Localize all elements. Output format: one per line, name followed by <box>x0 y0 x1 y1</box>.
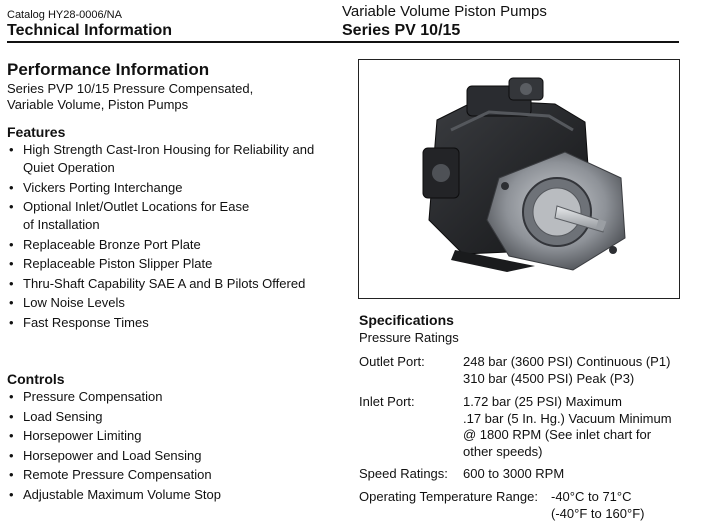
series-title: Series PV 10/15 <box>342 22 461 39</box>
feature-item: • Low Noise Levels <box>7 294 314 312</box>
control-item: • Load Sensing <box>7 408 221 426</box>
outlet-port-label: Outlet Port: <box>359 354 425 369</box>
inlet-port-label: Inlet Port: <box>359 394 415 409</box>
control-item: • Horsepower and Load Sensing <box>7 447 221 465</box>
temperature-range-label: Operating Temperature Range: <box>359 489 538 504</box>
piston-pump-image <box>359 60 679 298</box>
control-item: • Remote Pressure Compensation <box>7 466 221 484</box>
control-item: • Adjustable Maximum Volume Stop <box>7 486 221 504</box>
feature-item: • Replaceable Bronze Port Plate <box>7 236 314 254</box>
pressure-ratings-label: Pressure Ratings <box>359 330 459 345</box>
controls-heading: Controls <box>7 371 65 387</box>
section-title: Technical Information <box>7 22 173 39</box>
features-heading: Features <box>7 124 66 140</box>
catalog-number: Catalog HY28-0006/NA <box>7 9 122 21</box>
inlet-port-value: 1.72 bar (25 PSI) Maximum .17 bar (5 In. Hg.) Vacuum Minimum @ 1800 RPM (See inlet chart for other speeds) <box>463 394 672 459</box>
speed-ratings-label: Speed Ratings: <box>359 466 448 481</box>
feature-item: • Replaceable Piston Slipper Plate <box>7 255 314 273</box>
performance-line-1: Series PVP 10/15 Pressure Compensated, <box>7 81 254 96</box>
product-title: Variable Volume Piston Pumps <box>342 3 547 20</box>
control-item: • Pressure Compensation <box>7 388 221 406</box>
pump-photo <box>358 59 680 299</box>
feature-item: • High Strength Cast-Iron Housing for Reliability and Quiet Operation <box>7 141 314 177</box>
performance-line-2: Variable Volume, Piston Pumps <box>7 97 189 112</box>
feature-item: • Thru-Shaft Capability SAE A and B Pilots Offered <box>7 275 314 293</box>
specifications-heading: Specifications <box>359 312 454 328</box>
outlet-port-value: 248 bar (3600 PSI) Continuous (P1) 310 bar (4500 PSI) Peak (P3) <box>463 354 671 386</box>
temperature-range-value: -40°C to 71°C (-40°F to 160°F) <box>551 489 645 521</box>
features-list <box>7 141 314 333</box>
control-item: • Horsepower Limiting <box>7 427 221 445</box>
feature-item: • Vickers Porting Interchange <box>7 179 314 197</box>
feature-item: • Fast Response Times <box>7 314 314 332</box>
controls-list <box>7 388 221 505</box>
speed-ratings-value: 600 to 3000 RPM <box>463 466 565 481</box>
performance-heading: Performance Information <box>7 60 210 79</box>
feature-item: • Optional Inlet/Outlet Locations for Ease of Installation <box>7 198 314 234</box>
header-rule <box>7 41 679 43</box>
